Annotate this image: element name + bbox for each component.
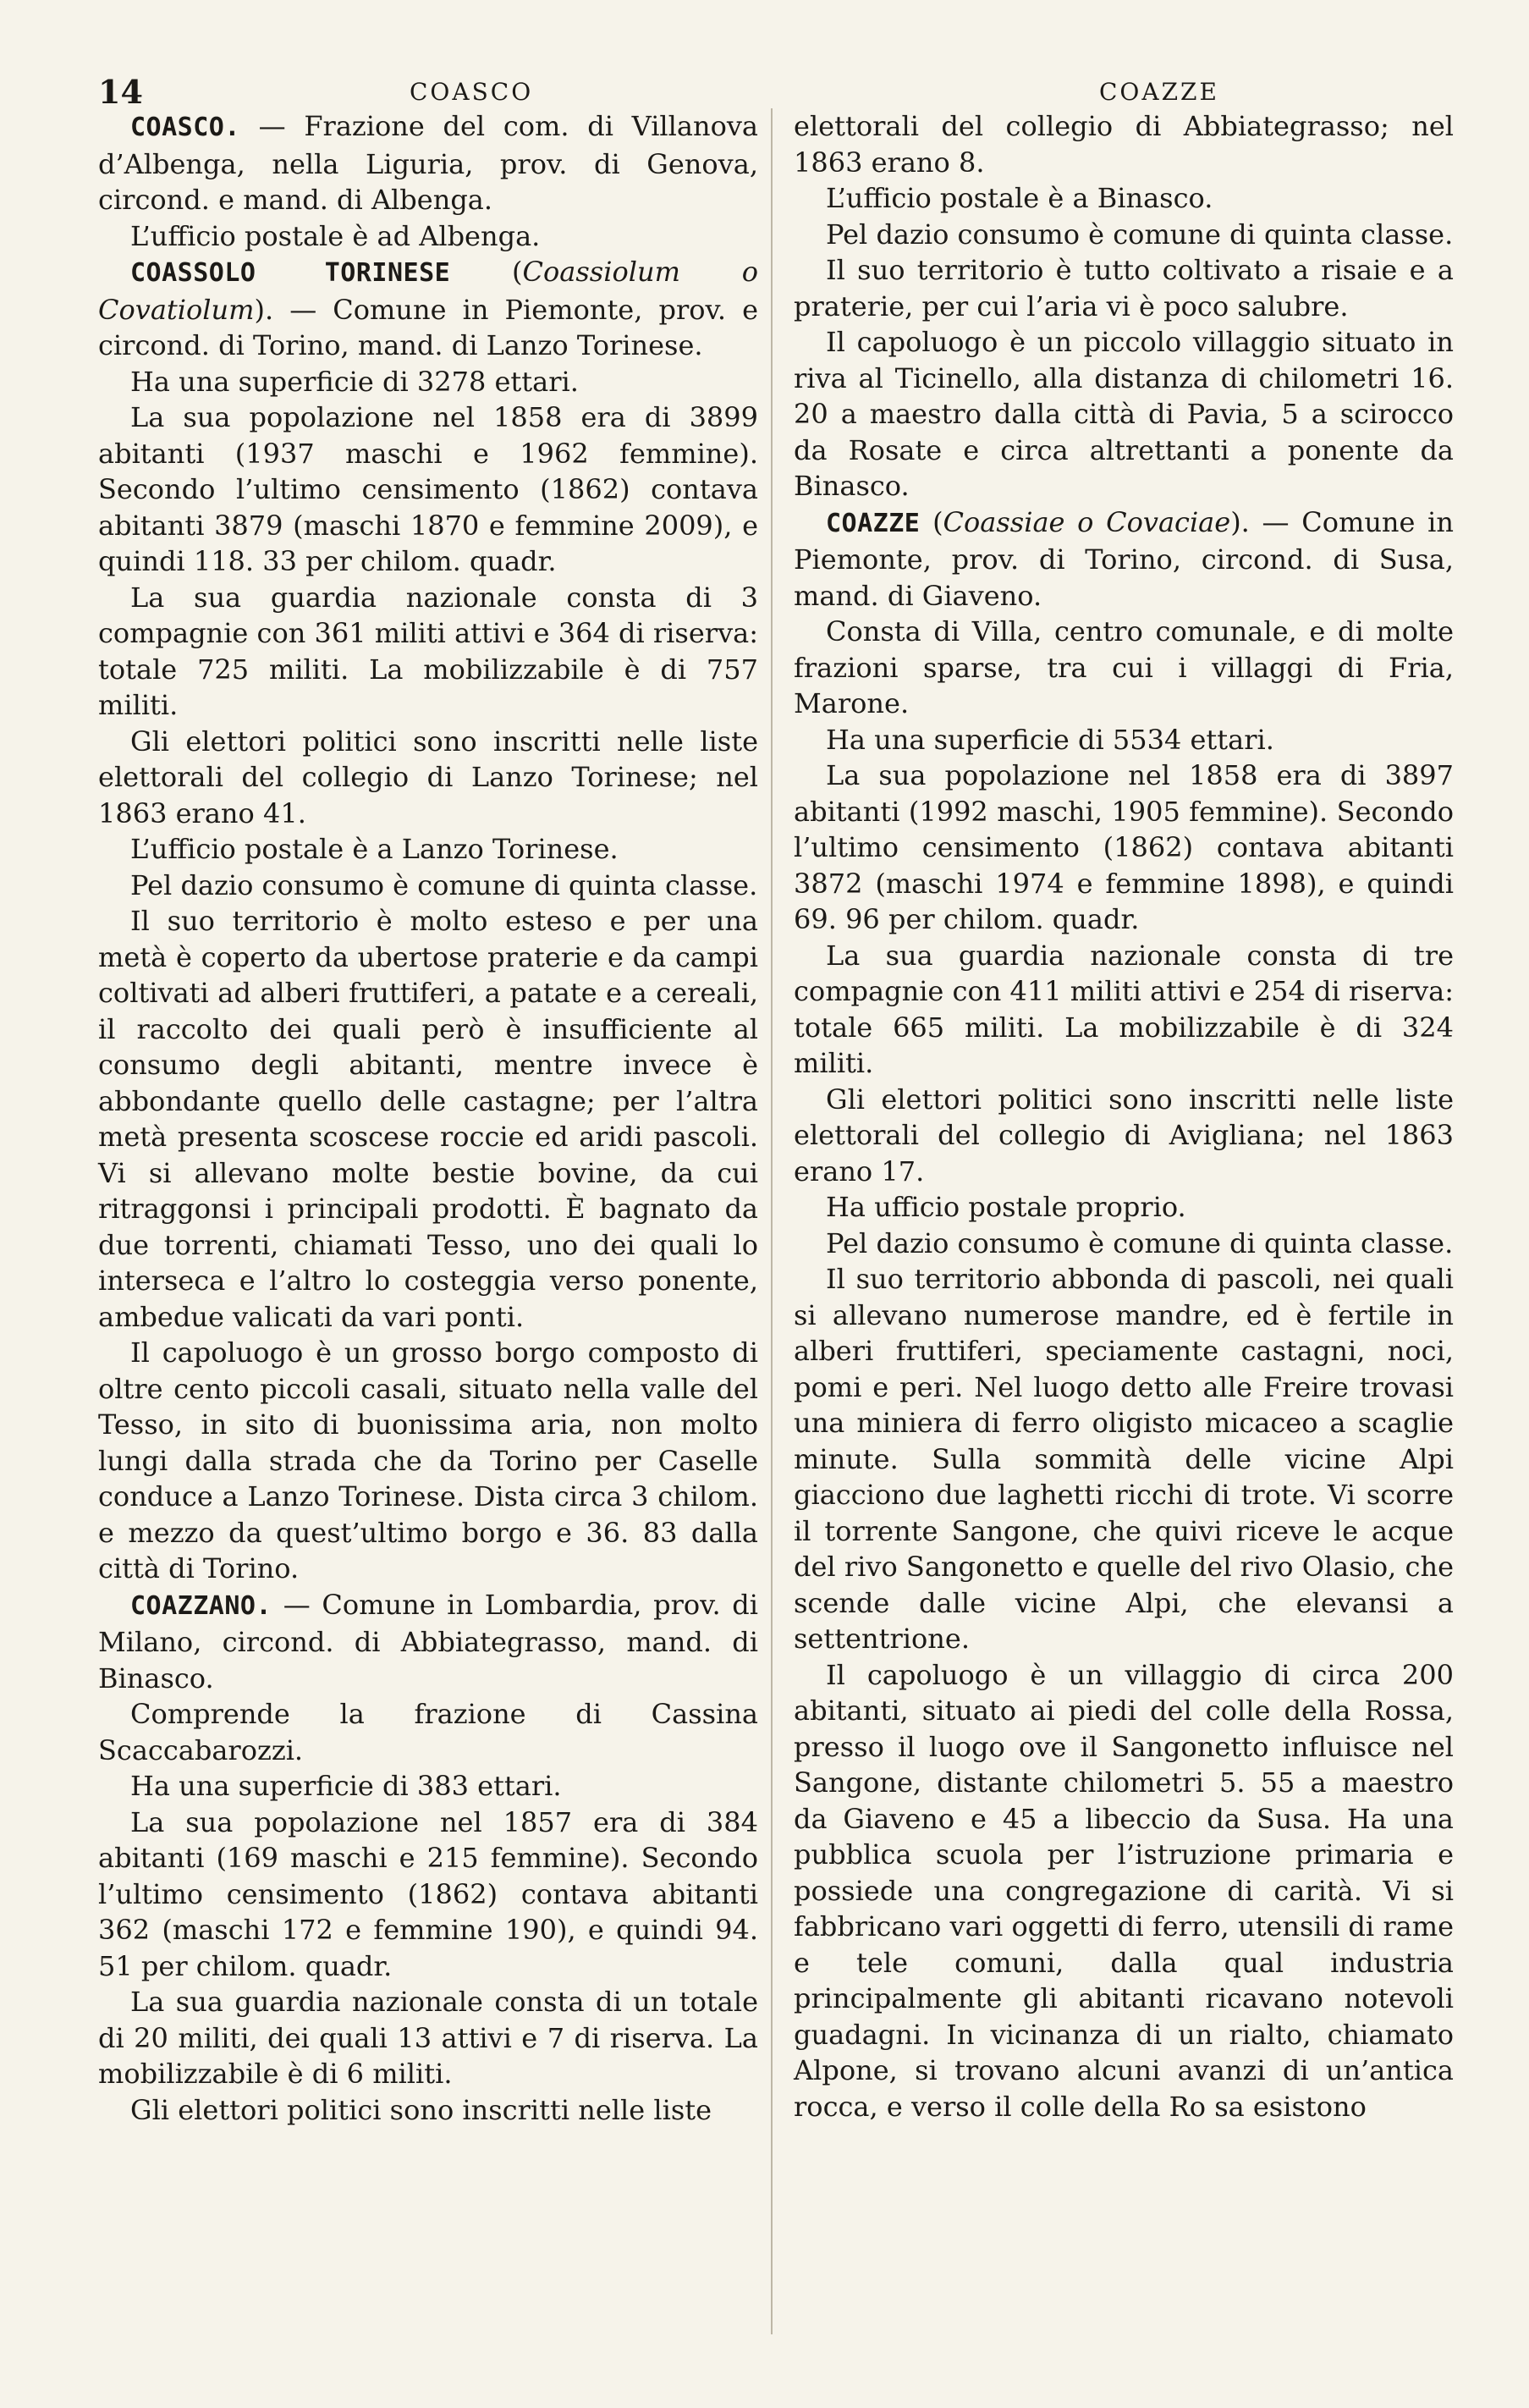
entry-headword: COAZZANO. bbox=[130, 1590, 272, 1621]
paragraph: La sua guardia nazionale consta di 3 compagnie con 361 militi attivi e 364 di riserva: totale 725 militi. La mobilizzabile è di 757 militi. bbox=[98, 581, 758, 721]
paragraph: Ha ufficio postale proprio. bbox=[826, 1191, 1186, 1223]
left-column bbox=[98, 108, 758, 2128]
paragraph: Consta di Villa, centro comunale, e di molte frazioni sparse, tra cui i villaggi di Fria, Marone. bbox=[794, 615, 1454, 719]
paragraph: Gli elettori politici sono inscritti nelle liste bbox=[130, 2093, 712, 2126]
paragraph: Gli elettori politici sono inscritti nelle liste elettorali del collegio di Avigliana; nel 1863 erano 17. bbox=[794, 1083, 1454, 1187]
running-head-right: COAZZE bbox=[1099, 78, 1219, 106]
paragraph: Comprende la frazione di Cassina Scaccabarozzi. bbox=[98, 1698, 758, 1766]
column-divider bbox=[771, 108, 773, 2334]
page-number: 14 bbox=[98, 73, 143, 111]
paragraph: Ha una superficie di 5534 ettari. bbox=[826, 723, 1274, 756]
entry-headword: COASSOLO TORINESE bbox=[130, 258, 451, 288]
paragraph: Il suo territorio è molto esteso e per una metà è coperto da ubertose praterie e da campi coltivati ad alberi fruttiferi, a patate e a cereali, il raccolto dei quali però è insufficiente al consumo degli abitanti, mentre invece è abbondante quello delle castagne; per l’altra metà presenta scoscese roccie ed aridi pascoli. Vi si allevano molte bestie bovine, da cui ritraggonsi i principali prodotti. È bagnato da due torrenti, chiamati Tesso, uno dei quali lo interseca e l’altro lo costeggia verso ponente, ambedue valicati da vari ponti. bbox=[98, 905, 758, 1333]
dictionary-entry bbox=[98, 108, 758, 218]
paragraph: Pel dazio consumo è comune di quinta classe. bbox=[826, 218, 1454, 251]
paragraph: La sua guardia nazionale consta di un totale di 20 militi, dei quali 13 attivi e 7 di riserva. La mobilizzabile è di 6 militi. bbox=[98, 1986, 758, 2090]
paragraph: La sua guardia nazionale consta di tre compagnie con 411 militi attivi e 254 di riserva: totale 665 militi. La mobilizzabile è di 324 militi. bbox=[794, 939, 1454, 1079]
paragraph: Pel dazio consumo è comune di quinta classe. bbox=[826, 1226, 1454, 1259]
paragraph: Ha una superficie di 383 ettari. bbox=[130, 1770, 562, 1802]
paragraph: L’ufficio postale è ad Albenga. bbox=[130, 219, 541, 252]
paragraph: L’ufficio postale è a Binasco. bbox=[826, 182, 1213, 214]
dictionary-entry bbox=[98, 1587, 758, 1697]
paragraph: L’ufficio postale è a Lanzo Torinese. bbox=[130, 833, 619, 865]
paragraph: Il capoluogo è un villaggio di circa 200 abitanti, situato ai piedi del colle della Rossa, presso il luogo ove il Sangonetto influisce nel Sangone, distante chilometri 5. 55 a maestro da Giaveno e 45 a libeccio da Susa. Ha una pubblica scuola per l’istruzione primaria e possiede una congregazione di carità. Vi si fabbricano vari oggetti di ferro, utensili di rame e tele comuni, dalla qual industria principalmente gli abitanti ricavano notevoli guadagni. In vicinanza di un rialto, chiamato Alpone, si trovano alcuni avanzi di un’antica rocca, e verso il colle della Ro sa esistono bbox=[794, 1658, 1454, 2123]
entry-text: . — Comune in Piemonte, prov. di Torino, circond. di Susa, mand. di Giaveno. bbox=[794, 505, 1454, 612]
paragraph: Il suo territorio abbonda di pascoli, nei quali si allevano numerose mandre, ed è fertile in alberi fruttiferi, speciamente castagni, noci, pomi e peri. Nel luogo detto alle Freire trovasi una miniera di ferro oligisto micaceo a scaglie minute. Sulla sommità delle vicine Alpi giacciono due laghetti ricchi di trote. Vi scorre il torrente Sangone, che quivi riceve le acque del rivo Sangonetto e quelle del rivo Olasio, che scende dalle vicine Alpi, che elevansi a settentrione. bbox=[794, 1263, 1454, 1655]
paragraph: Ha una superficie di 3278 ettari. bbox=[130, 365, 579, 398]
paragraph: Gli elettori politici sono inscritti nelle liste elettorali del collegio di Lanzo Torinese; nel 1863 erano 41. bbox=[98, 725, 758, 829]
entry-headword: COAZZE bbox=[826, 508, 921, 538]
paragraph: Pel dazio consumo è comune di quinta classe. bbox=[130, 868, 758, 901]
dictionary-entry: COASSOLO TORINESE (Coassiolum o Covatiolum). — Comune in Piemonte, prov. e circond. di Torino, mand. di Lanzo Torinese. bbox=[98, 256, 759, 361]
running-head-left: COASCO bbox=[410, 78, 534, 106]
entry-latin-name: Coassiae o Covaciae bbox=[943, 505, 1231, 538]
continued-paragraph: elettorali del collegio di Abbiategrasso; nel 1863 erano 8. bbox=[794, 110, 1454, 179]
paragraph: La sua popolazione nel 1858 era di 3897 abitanti (1992 maschi, 1905 femmine). Secondo l’ultimo censimento (1862) contava abitanti 3872 (maschi 1974 e femmine 1898), e quindi 69. 96 per chilom. quadr. bbox=[794, 759, 1454, 935]
entry-latin-name: Coassiolum o Covatiolum bbox=[98, 256, 759, 326]
entry-text: . — Comune in Piemonte, prov. e circond. di Torino, mand. di Lanzo Torinese. bbox=[98, 293, 758, 361]
paragraph: Il capoluogo è un piccolo villaggio situato in riva al Ticinello, alla distanza di chilometri 16. 20 a maestro dalla città di Pavia, 5 a scirocco da Rosate e circa altrettanti a ponente da Binasco. bbox=[794, 326, 1454, 502]
paragraph: La sua popolazione nel 1858 era di 3899 abitanti (1937 maschi e 1962 femmine). Secondo l’ultimo censimento (1862) contava abitanti 3879 (maschi 1870 e femmine 2009), e quindi 118. 33 per chilom. quadr. bbox=[98, 401, 758, 577]
right-column bbox=[794, 108, 1454, 2124]
paragraph: Il capoluogo è un grosso borgo composto di oltre cento piccoli casali, situato nella valle del Tesso, in sito di buonissima aria, non molto lungi dalla strada che da Torino per Caselle conduce a Lanzo Torinese. Dista circa 3 chilom. e mezzo da quest’ultimo borgo e 36. 83 dalla città di Torino. bbox=[98, 1336, 758, 1584]
paragraph: Il suo territorio è tutto coltivato a risaie e a praterie, per cui l’aria vi è poco salubre. bbox=[794, 254, 1454, 322]
entry-headword: COASCO. bbox=[130, 113, 240, 142]
dictionary-entry: COAZZE (Coassiae o Covaciae). — Comune in Piemonte, prov. di Torino, circond. di Susa, mand. di Giaveno. bbox=[794, 505, 1454, 612]
entry-text: — Comune in Lombardia, prov. di Milano, circond. di Abbiategrasso, mand. di Binasco. bbox=[98, 1588, 758, 1694]
entry-text: — Frazione del com. di Villanova d’Albenga, nella Liguria, prov. di Genova, circond. e mand. di Albenga. bbox=[98, 110, 758, 216]
paragraph: La sua popolazione nel 1857 era di 384 abitanti (169 maschi e 215 femmine). Secondo l’ultimo censimento (1862) contava abitanti 362 (maschi 172 e femmine 190), e quindi 94. 51 per chilom. quadr. bbox=[98, 1805, 758, 1982]
